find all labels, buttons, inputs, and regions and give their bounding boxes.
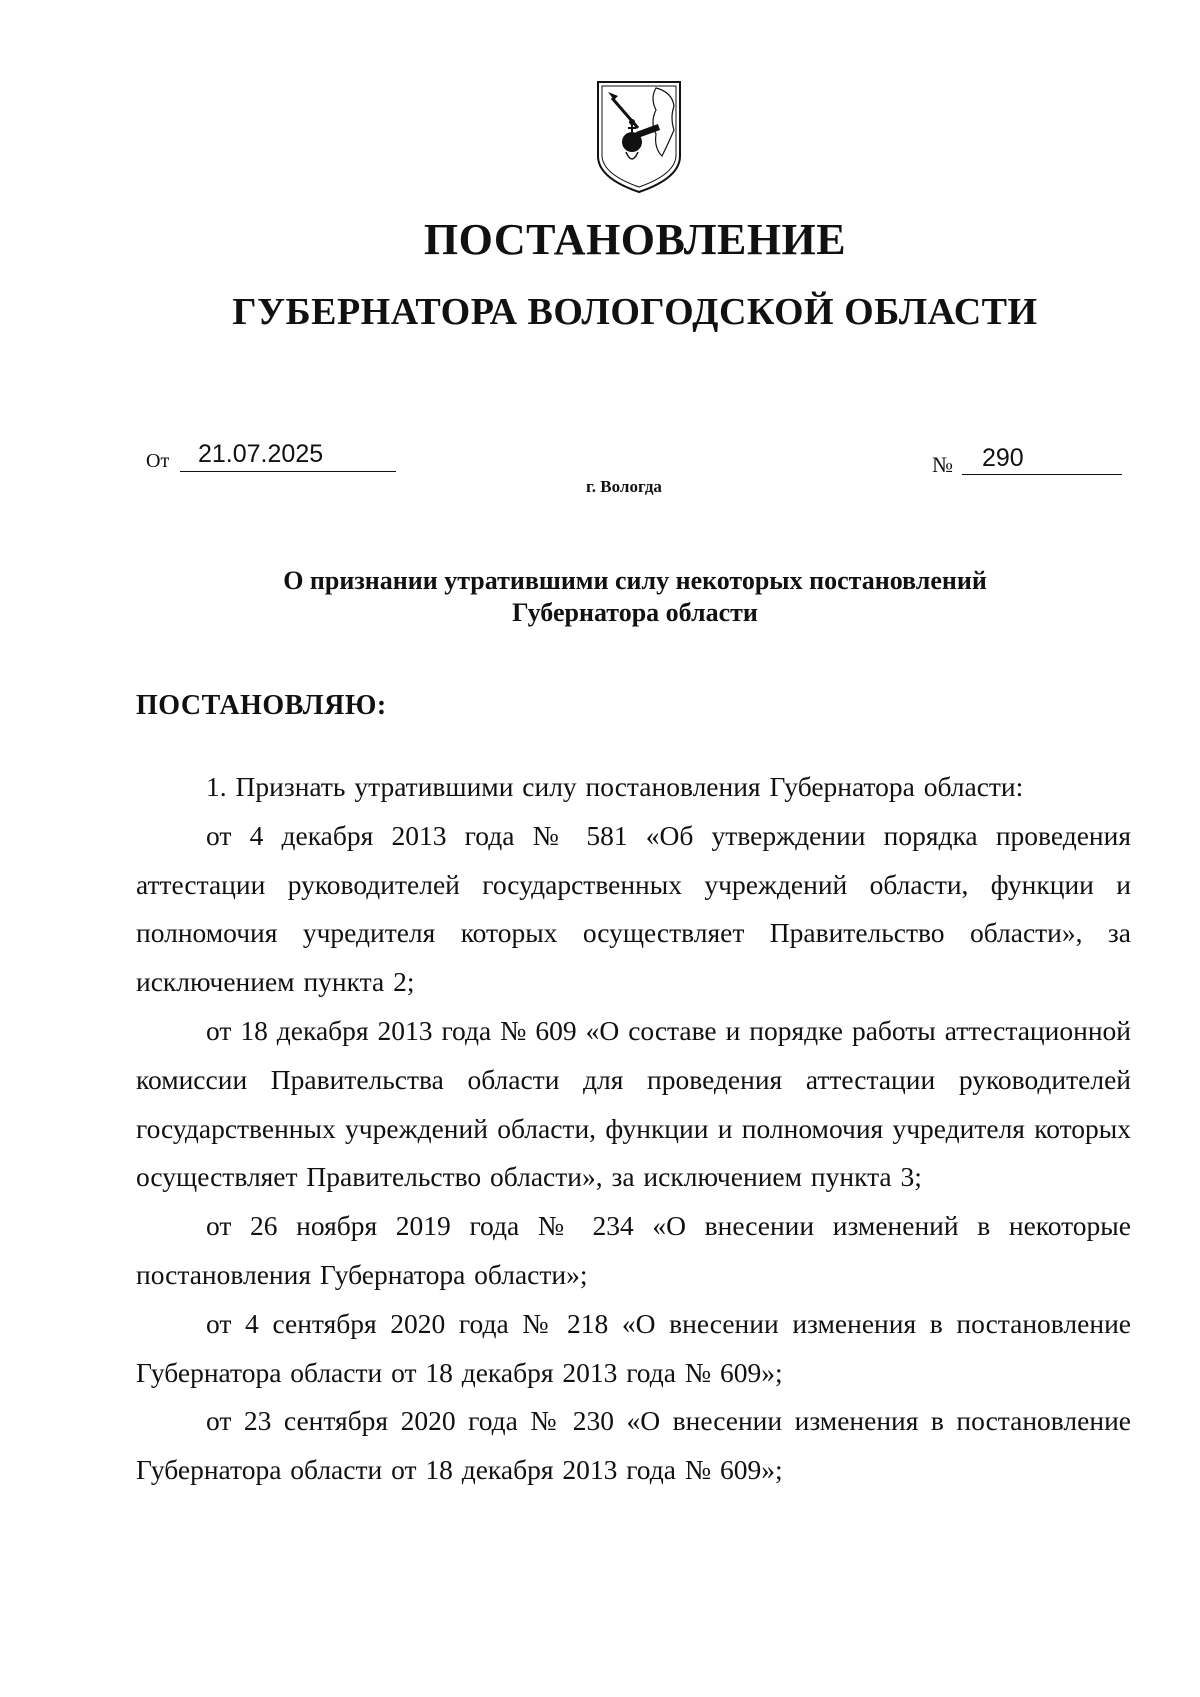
number-underline xyxy=(962,474,1122,475)
paragraph: 1. Признать утратившими силу постановления Губернатора области: xyxy=(206,771,1024,802)
subject-line-2: Губернатора области xyxy=(512,598,758,627)
document-subject xyxy=(0,565,1200,629)
number-value: 290 xyxy=(982,444,1024,472)
document-title: ПОСТАНОВЛЕНИЕ xyxy=(423,215,847,264)
document-body xyxy=(136,763,1131,1495)
subject-line-1: О признании утратившими силу некоторых постановлений xyxy=(283,566,987,595)
paragraph: от 26 ноября 2019 года № 234 «О внесении изменений в некоторые постановления Губернатора области»; xyxy=(136,1210,1131,1290)
number-label: № xyxy=(932,452,953,477)
city: г. Вологда xyxy=(586,477,662,496)
date-label: От xyxy=(146,450,170,472)
date-value: 21.07.2025 xyxy=(198,440,324,468)
paragraph: от 18 декабря 2013 года № 609 «О составе и порядке работы аттестационной комиссии Правительства области для проведения аттестации руководителей государственных учреждений области, функции и полномочия учредителя которых осуществляет Правительство области», за исключением пункта 3; xyxy=(136,1014,1131,1193)
paragraph: от 23 сентября 2020 года № 230 «О внесении изменения в постановление Губернатора области от 18 декабря 2013 года № 609»; xyxy=(136,1405,1131,1486)
date-underline xyxy=(180,471,396,472)
document-subtitle: ГУБЕРНАТОРА ВОЛОГОДСКОЙ ОБЛАСТИ xyxy=(232,291,1038,333)
vologda-coat-of-arms-icon xyxy=(592,78,686,194)
decree-word: ПОСТАНОВЛЯЮ: xyxy=(136,690,387,721)
paragraph: от 4 декабря 2013 года № 581 «Об утверждении порядка проведения аттестации руководителей государственных учреждений области, функции и полномочия учредителя которых осуществляет Правительство области», за исключением пункта 2; xyxy=(136,819,1131,998)
paragraph: от 4 сентября 2020 года № 218 «О внесении изменения в постановление Губернатора области от 18 декабря 2013 года № 609»; xyxy=(136,1307,1131,1388)
